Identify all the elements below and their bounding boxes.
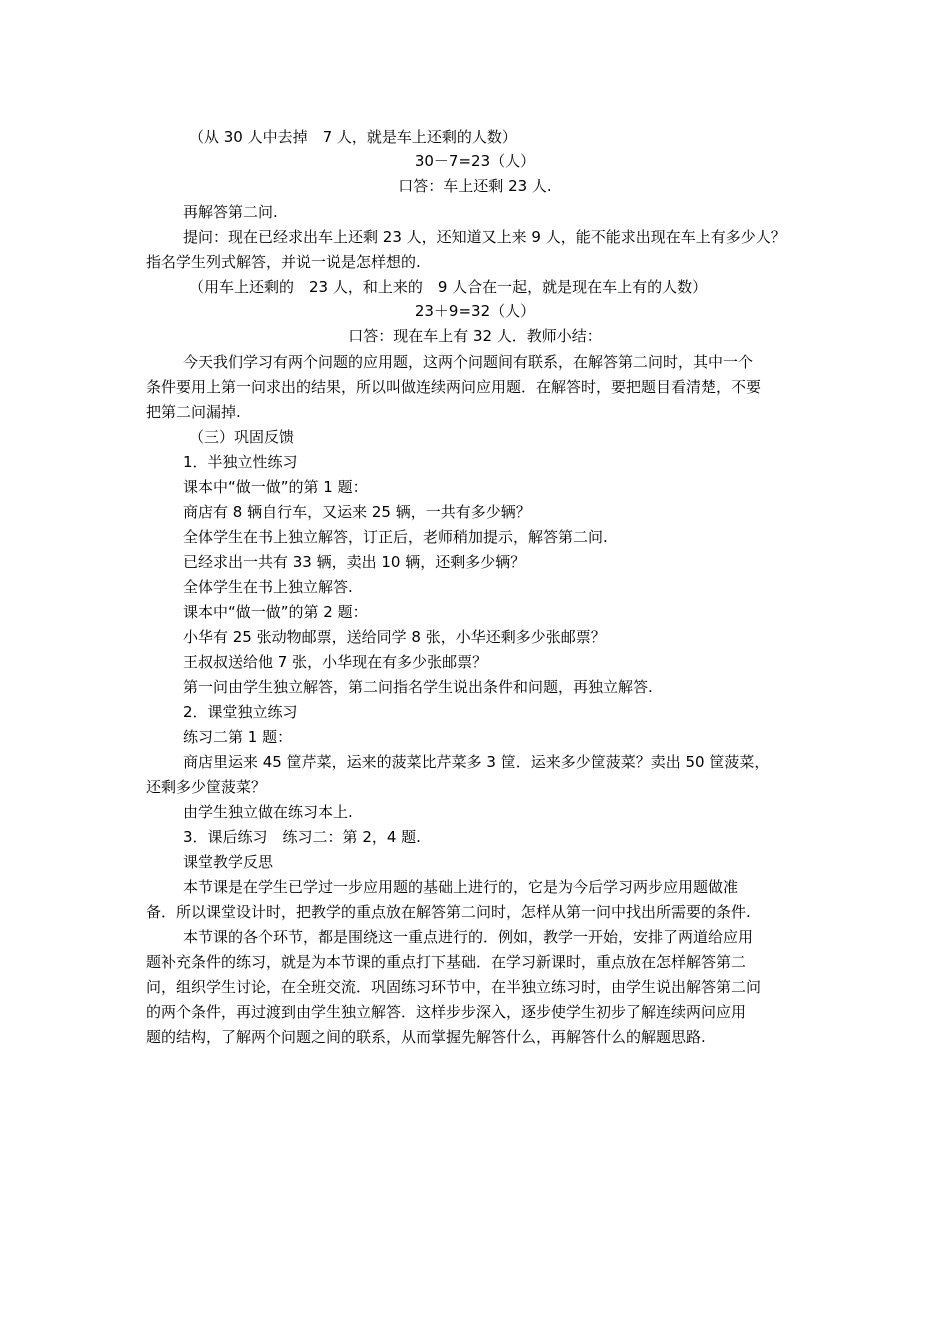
text-line: 商店里运来 45 筐芹菜，运来的菠菜比芹菜多 3 筐．运来多少筐菠菜？卖出 50 筐菠菜， (183, 753, 770, 771)
subsection-heading: 1．半独立性练习 (183, 453, 298, 471)
text-line: 题的结构，了解两个问题之间的联系，从而掌握先解答什么，再解答什么的解题思路. (146, 1028, 706, 1046)
text-line: 题补充条件的练习，就是为本节课的重点打下基础．在学习新课时，重点放在怎样解答第二 (146, 953, 747, 971)
subsection-heading: 3．课后练习 练习二：第 2，4 题. (183, 828, 421, 846)
text-line: 第一问由学生独立解答，第二问指名学生说出条件和问题，再独立解答. (183, 678, 653, 696)
text-line: 已经求出一共有 33 辆，卖出 10 辆，还剩多少辆？ (183, 553, 526, 571)
text-line: （用车上还剩的 23 人，和上来的 9 人合在一起，就是现在车上有的人数） (189, 278, 708, 296)
text-line: 本节课是在学生已学过一步应用题的基础上进行的，它是为今后学习两步应用题做准 (183, 878, 739, 896)
answer-line: 口答：车上还剩 23 人. (398, 177, 552, 195)
text-line: 再解答第二问. (183, 203, 278, 221)
text-line: 商店有 8 辆自行车，又运来 25 辆，一共有多少辆？ (183, 503, 531, 521)
equation-line: 30－7=23（人） (414, 152, 536, 170)
text-line: 指名学生列式解答，并说一说是怎样想的. (146, 253, 421, 271)
section-heading: 课堂教学反思 (183, 853, 274, 871)
text-line: 练习二第 1 题： (183, 728, 293, 746)
text-line: 的两个条件，再过渡到由学生独立解答．这样步步深入，逐步使学生初步了解连续两问应用 (146, 1003, 747, 1021)
section-heading: （三）巩固反馈 (189, 428, 295, 446)
text-line: 本节课的各个环节，都是围绕这一重点进行的．例如，教学一开始，安排了两道给应用 (183, 928, 754, 946)
text-line: 条件要用上第一问求出的结果，所以叫做连续两问应用题．在解答时，要把题目看清楚，不要 (146, 378, 762, 396)
text-line: 课本中“做一做”的第 2 题： (183, 603, 368, 621)
text-line: 全体学生在书上独立解答，订正后，老师稍加提示，解答第二问. (183, 528, 608, 546)
text-line: 提问：现在已经求出车上还剩 23 人，还知道又上来 9 人，能不能求出现在车上有多少人？ (183, 228, 786, 246)
equation-line: 23＋9=32（人） (414, 302, 536, 320)
subsection-heading: 2．课堂独立练习 (183, 703, 298, 721)
text-line: 把第二问漏掉. (146, 403, 241, 421)
text-line: 还剩多少筐菠菜？ (146, 778, 267, 796)
text-line: 由学生独立做在练习本上. (183, 803, 353, 821)
text-line: 课本中“做一做”的第 1 题： (183, 478, 368, 496)
text-line: （从 30 人中去掉 7 人，就是车上还剩的人数） (189, 128, 517, 146)
text-line: 今天我们学习有两个问题的应用题，这两个问题间有联系，在解答第二问时，其中一个 (183, 353, 754, 371)
text-line: 问，组织学生讨论，在全班交流．巩固练习环节中，在半独立练习时，由学生说出解答第二问 (146, 978, 762, 996)
text-line: 备．所以课堂设计时，把教学的重点放在解答第二问时，怎样从第一问中找出所需要的条件. (146, 903, 751, 921)
text-line: 全体学生在书上独立解答. (183, 578, 353, 596)
text-line: 王叔叔送给他 7 张，小华现在有多少张邮票？ (183, 653, 488, 671)
text-line: 小华有 25 张动物邮票，送给同学 8 张，小华还剩多少张邮票？ (183, 628, 606, 646)
answer-line: 口答：现在车上有 32 人．教师小结： (348, 327, 602, 345)
